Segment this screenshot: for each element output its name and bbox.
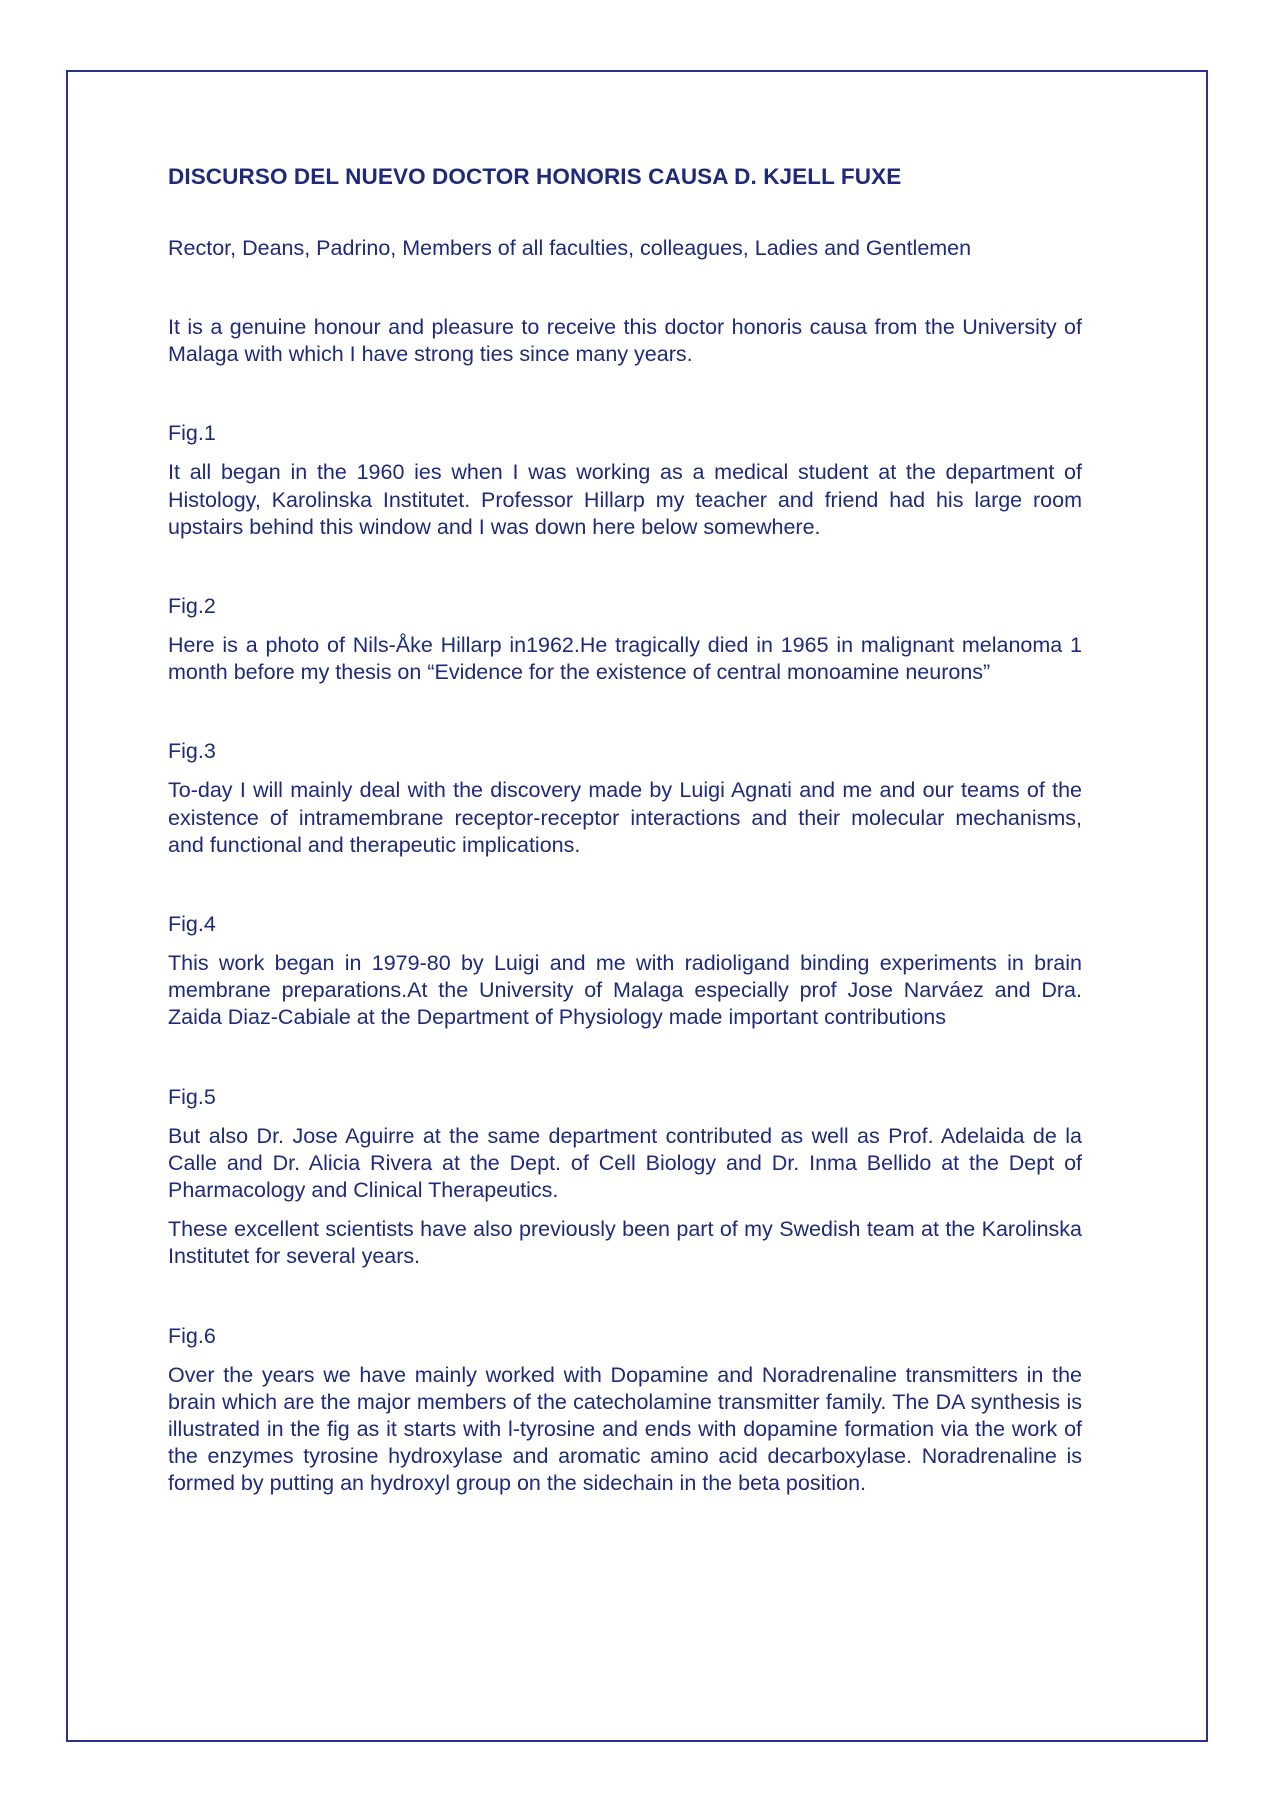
document-title: DISCURSO DEL NUEVO DOCTOR HONORIS CAUSA D. KJELL FUXE: [168, 164, 902, 189]
fig-label: Fig.1: [168, 421, 216, 446]
fig-label: Fig.5: [168, 1084, 216, 1109]
paragraph: Here is a photo of Nils-Åke Hillarp in1962.He tragically died in 1965 in malignant melanoma 1 month before my thesis on “Evidence for the existence of central monoamine neurons”: [168, 633, 1082, 685]
fig-label: Fig.4: [168, 912, 216, 937]
paragraph: It all began in the 1960 ies when I was working as a medical student at the department of Histology, Karolinska Institutet. Professor Hillarp my teacher and friend had his large room upstairs behind this window and I was down here below somewhere.: [168, 460, 1082, 539]
section-fig-2: [168, 592, 1082, 686]
paragraph: Over the years we have mainly worked with Dopamine and Noradrenaline transmitters in the brain which are the major members of the catecholamine transmitter family. The DA synthesis is illustrated in the fig as it starts with l-tyrosine and ends with dopamine formation via the work of the enzymes tyrosine hydroxylase and aromatic amino acid decarboxylase. Noradrenaline is formed by putting an hydroxyl group on the sidechain in the beta position.: [168, 1362, 1082, 1496]
section-fig-6: [168, 1322, 1082, 1498]
section-fig-5: [168, 1083, 1082, 1271]
section-fig-4: [168, 910, 1082, 1032]
document-body: [168, 160, 1082, 1498]
paragraph: This work began in 1979-80 by Luigi and me with radioligand binding experiments in brain membrane preparations.At the University of Malaga especially prof Jose Narváez and Dra. Zaida Diaz-Cabiale at the Department of Physiology made important contributions: [168, 951, 1082, 1030]
paragraph: But also Dr. Jose Aguirre at the same department contributed as well as Prof. Adelaida de la Calle and Dr. Alicia Rivera at the Dept. of Cell Biology and Dr. Inma Bellido at the Dept of Pharmacology and Clinical Therapeutics.: [168, 1123, 1082, 1203]
paragraph: These excellent scientists have also previously been part of my Swedish team at the Karolinska Institutet for several years.: [168, 1217, 1082, 1269]
paragraph: To-day I will mainly deal with the discovery made by Luigi Agnati and me and our teams of the existence of intramembrane receptor-receptor interactions and their molecular mechanisms, and functional and therapeutic implications.: [168, 778, 1082, 857]
salutation: Rector, Deans, Padrino, Members of all faculties, colleagues, Ladies and Gentlemen: [168, 236, 972, 260]
fig-label: Fig.6: [168, 1323, 216, 1348]
section-fig-1: [168, 419, 1082, 541]
fig-label: Fig.2: [168, 594, 216, 619]
fig-label: Fig.3: [168, 739, 216, 764]
intro-paragraph: It is a genuine honour and pleasure to receive this doctor honoris causa from the University of Malaga with which I have strong ties since many years.: [168, 315, 1082, 367]
section-fig-3: [168, 737, 1082, 859]
